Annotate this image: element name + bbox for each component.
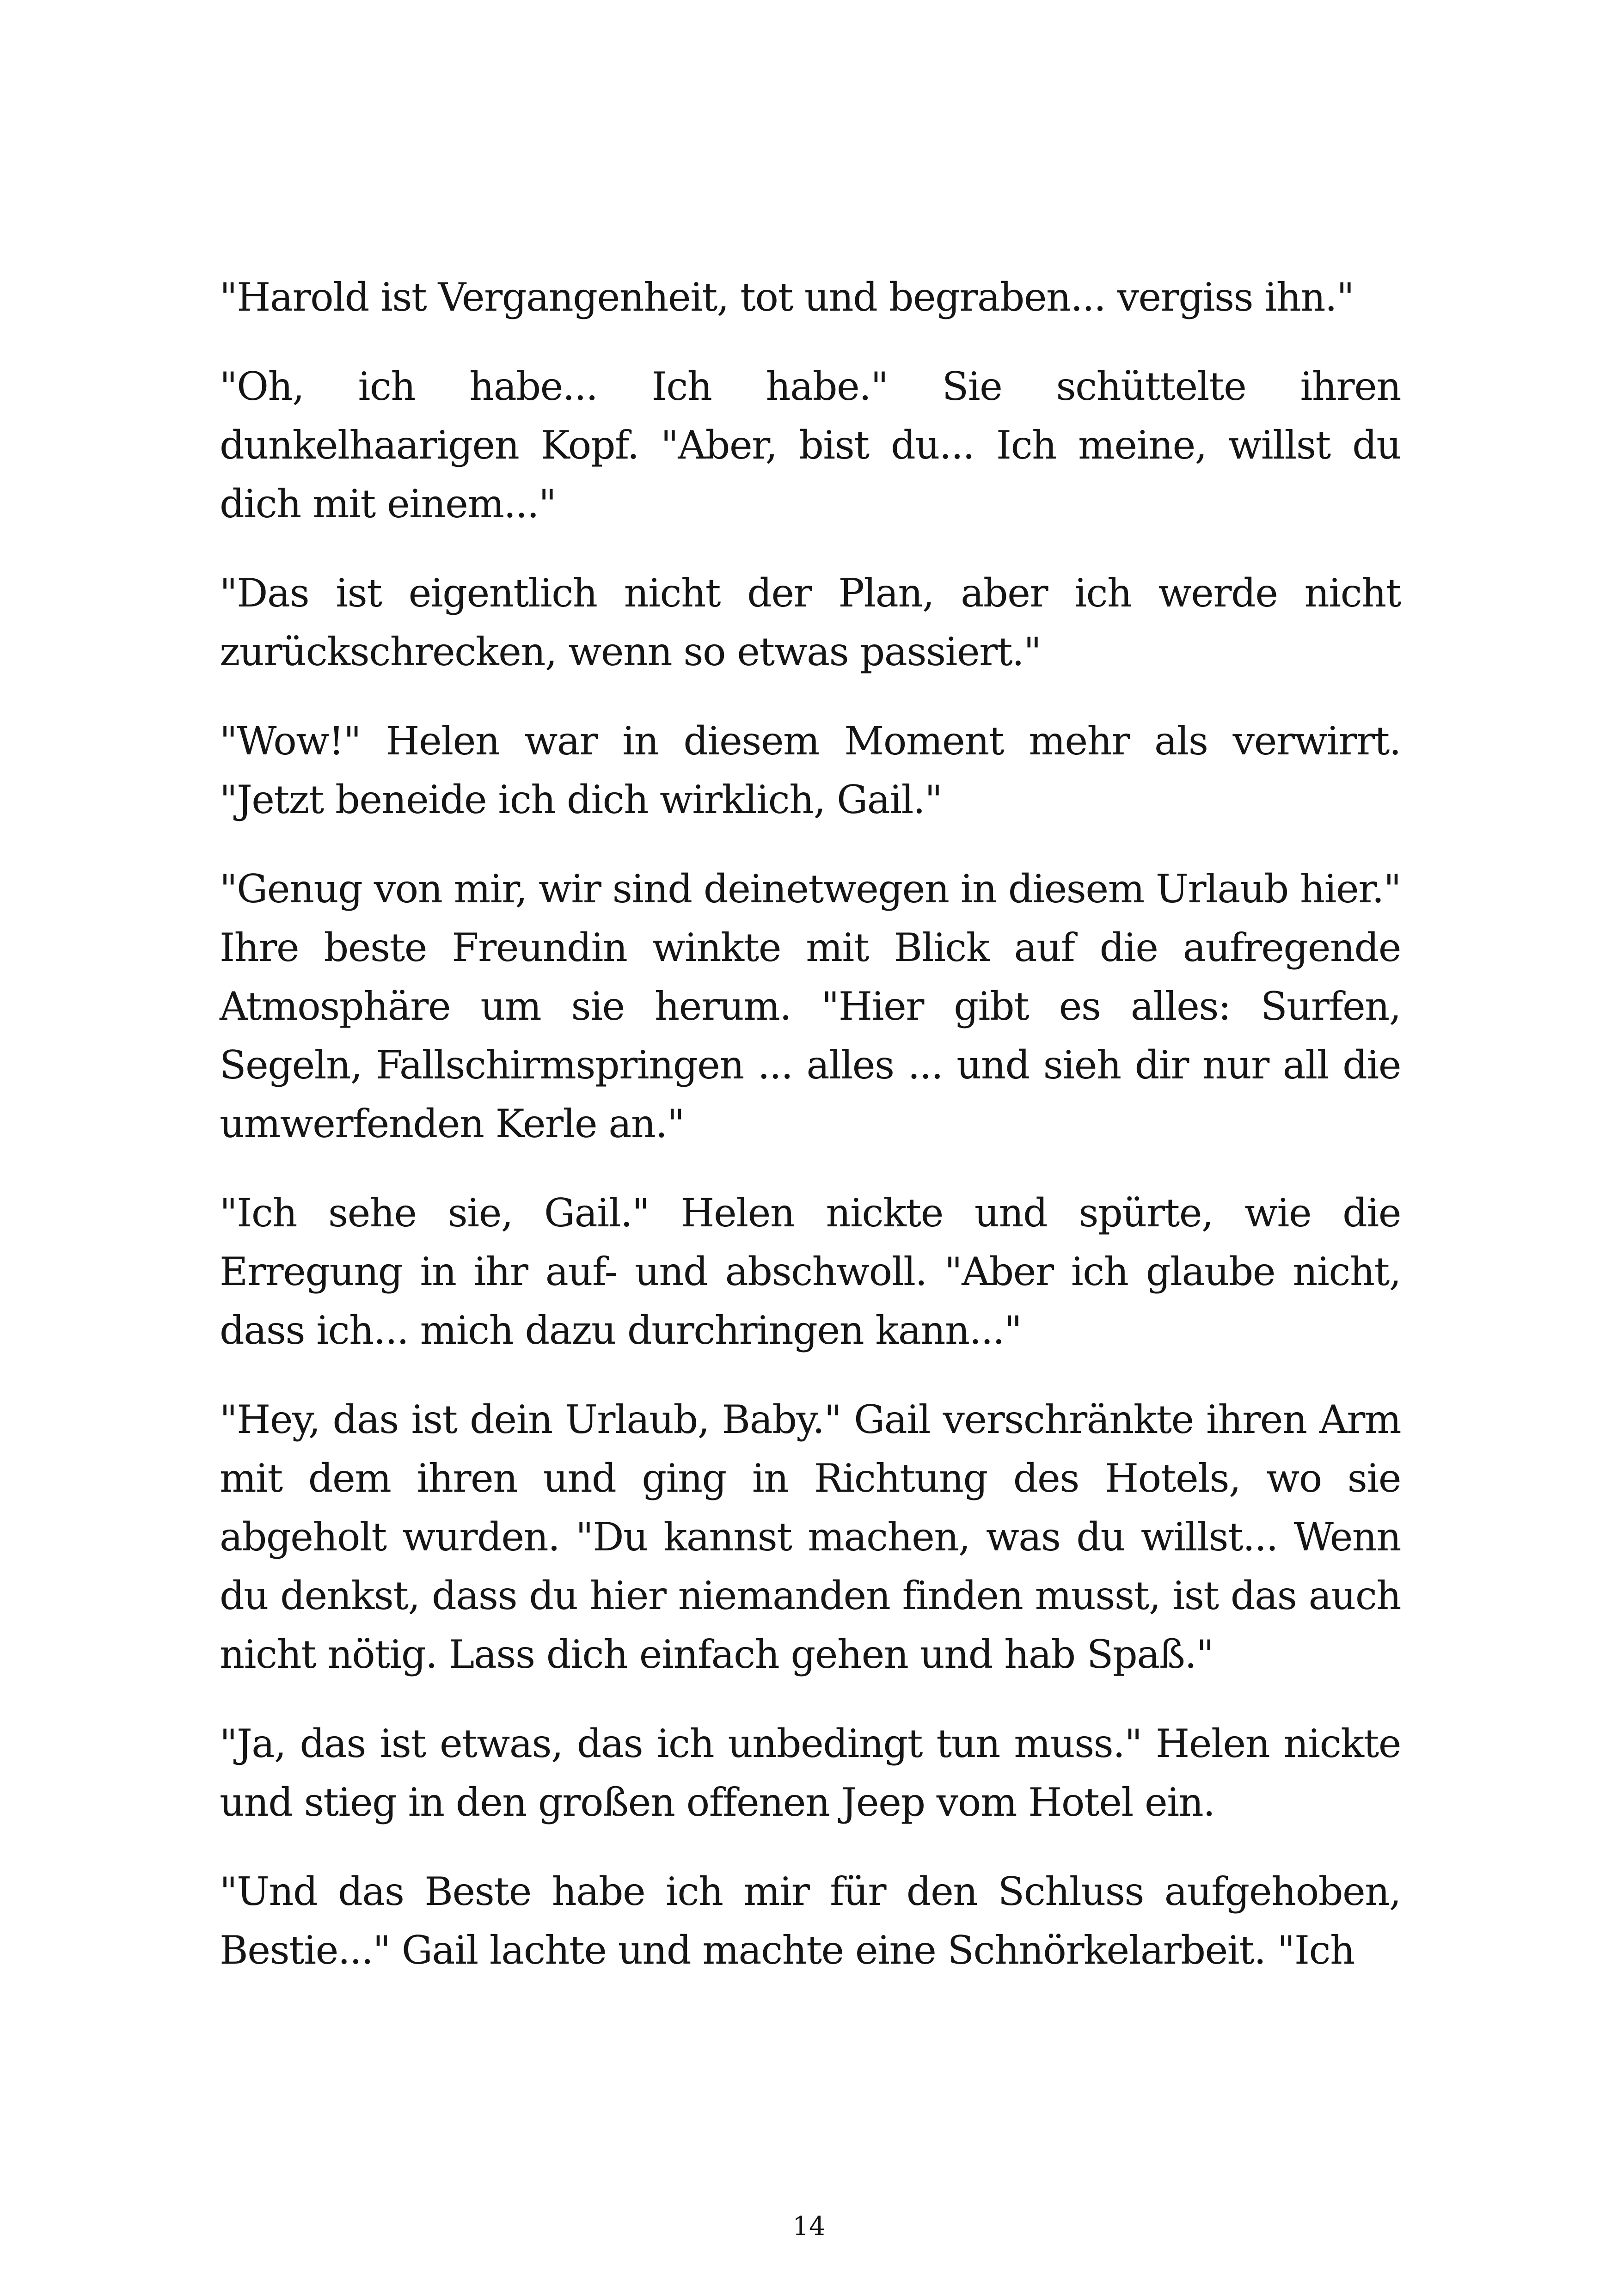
paragraph: "Das ist eigentlich nicht der Plan, aber ich werde nicht zurückschrecken, wenn so etwas passiert." — [220, 570, 1401, 674]
paragraph: "Und das Beste habe ich mir für den Schluss aufgehoben, Bestie..." Gail lachte und machte eine Schnörkelarbeit. "Ich — [220, 1869, 1401, 1973]
paragraph: "Wow!" Helen war in diesem Moment mehr als verwirrt. "Jetzt beneide ich dich wirklich, Gail." — [220, 718, 1401, 822]
paragraph: "Ich sehe sie, Gail." Helen nickte und spürte, wie die Erregung in ihr auf- und abschwoll. "Aber ich glaube nicht, dass ich... mich dazu durchringen kann..." — [220, 1190, 1401, 1353]
page-number: 14 — [792, 2211, 826, 2241]
paragraph: "Genug von mir, wir sind deinetwegen in diesem Urlaub hier." Ihre beste Freundin winkte mit Blick auf die aufregende Atmosphäre um sie herum. "Hier gibt es alles: Surfen, Segeln, Fallschirmspringen ... alles ... und sieh dir nur all die umwerfenden Kerle an." — [220, 866, 1401, 1146]
paragraph: "Harold ist Vergangenheit, tot und begraben... vergiss ihn." — [220, 275, 1354, 320]
paragraph: "Ja, das ist etwas, das ich unbedingt tun muss." Helen nickte und stieg in den großen offenen Jeep vom Hotel ein. — [220, 1721, 1401, 1825]
paragraph: "Oh, ich habe... Ich habe." Sie schüttelte ihren dunkelhaarigen Kopf. "Aber, bist du... Ich meine, willst du dich mit einem..." — [220, 364, 1401, 527]
body-text — [220, 268, 1401, 2010]
paragraph: "Hey, das ist dein Urlaub, Baby." Gail verschränkte ihren Arm mit dem ihren und ging in Richtung des Hotels, wo sie abgeholt wurden. "Du kannst machen, was du willst... Wenn du denkst, dass du hier niemanden finden musst, ist das auch nicht nötig. Lass dich einfach gehen und hab Spaß." — [220, 1397, 1401, 1677]
